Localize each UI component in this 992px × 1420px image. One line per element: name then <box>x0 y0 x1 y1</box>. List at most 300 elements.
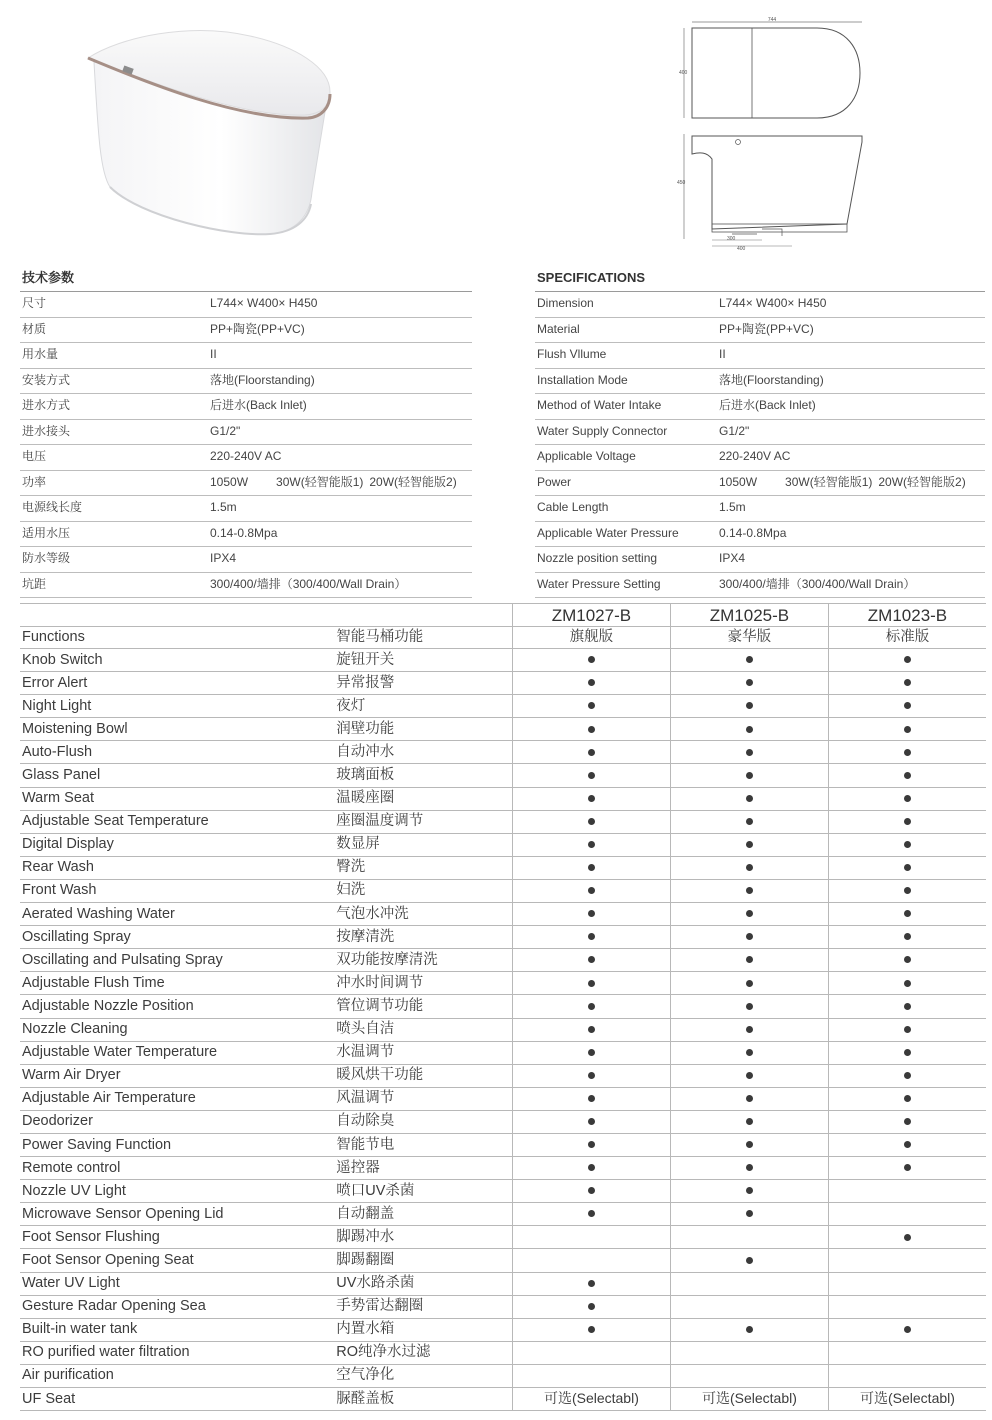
included-dot-icon <box>904 1234 911 1241</box>
included-dot-icon <box>588 933 595 940</box>
spec-value: 后进水(Back Inlet) <box>719 398 816 412</box>
feature-name-cn: 遥控器 <box>301 1157 512 1180</box>
spec-value: 300/400/墙排（300/400/Wall Drain） <box>210 576 407 591</box>
included-dot-icon <box>746 726 753 733</box>
included-dot-icon <box>588 1210 595 1217</box>
spec-value: 0.14-0.8Mpa <box>719 525 787 540</box>
feature-availability-3 <box>828 1203 986 1226</box>
feature-name-en: Adjustable Air Temperature <box>20 1087 301 1110</box>
feature-availability-2 <box>670 1272 828 1295</box>
spec-key: Power <box>537 474 572 489</box>
feature-name-cn: 异常报警 <box>301 672 512 695</box>
feature-name-en: Nozzle Cleaning <box>20 1018 301 1041</box>
feature-availability-3 <box>828 879 986 902</box>
included-dot-icon <box>588 702 595 709</box>
included-dot-icon <box>746 1187 753 1194</box>
feature-availability-3 <box>828 1133 986 1156</box>
feature-availability-3 <box>828 1157 986 1180</box>
feature-row <box>20 903 986 926</box>
included-dot-icon <box>746 956 753 963</box>
optional-label: 可选(Selectabl) <box>860 1390 955 1407</box>
included-dot-icon <box>588 818 595 825</box>
included-dot-icon <box>588 1164 595 1171</box>
included-dot-icon <box>904 910 911 917</box>
spec-value: 220-240V AC <box>210 449 282 463</box>
feature-name-cn: 自动翻盖 <box>301 1203 512 1226</box>
feature-availability-1 <box>512 1341 670 1364</box>
feature-availability-2 <box>670 1341 828 1364</box>
feature-row <box>20 926 986 949</box>
feature-availability-2 <box>670 672 828 695</box>
spec-value: II <box>719 347 726 361</box>
feature-row <box>20 1226 986 1249</box>
included-dot-icon <box>904 933 911 940</box>
included-dot-icon <box>746 702 753 709</box>
included-dot-icon <box>904 887 911 894</box>
spec-value: II <box>210 347 217 361</box>
feature-availability-3 <box>828 1064 986 1087</box>
feature-name-en: Oscillating and Pulsating Spray <box>20 949 301 972</box>
feature-availability-3 <box>828 856 986 879</box>
feature-availability-3 <box>828 903 986 926</box>
power-extra-2: 20W(轻智能版2) <box>369 474 457 489</box>
dim-height-label: 450 <box>677 180 686 186</box>
feature-row <box>20 649 986 672</box>
spec-value: IPX4 <box>210 551 237 565</box>
technical-drawings <box>672 14 872 254</box>
included-dot-icon <box>746 1210 753 1217</box>
included-dot-icon <box>904 1095 911 1102</box>
feature-name-cn: 风温调节 <box>301 1087 512 1110</box>
feature-name-cn: 双功能按摩清洗 <box>301 949 512 972</box>
feature-name-en: Adjustable Flush Time <box>20 972 301 995</box>
feature-availability-1 <box>512 810 670 833</box>
feature-name-en: Microwave Sensor Opening Lid <box>20 1203 301 1226</box>
spec-key: 坑距 <box>22 576 47 591</box>
spec-value: 后进水(Back Inlet) <box>210 398 307 412</box>
feature-availability-3 <box>828 1226 986 1249</box>
feature-availability-2 <box>670 1064 828 1087</box>
spec-key: 适用水压 <box>22 525 71 540</box>
functions-header: Functions <box>20 627 301 649</box>
spec-value: 1.5m <box>719 500 746 514</box>
feature-name-cn: 润壁功能 <box>301 718 512 741</box>
feature-availability-3 <box>828 949 986 972</box>
included-dot-icon <box>588 1187 595 1194</box>
edition-name: 标准版 <box>828 627 986 649</box>
included-dot-icon <box>746 841 753 848</box>
feature-availability-3 <box>828 672 986 695</box>
edition-name: 旗舰版 <box>512 627 670 649</box>
feature-availability-2 <box>670 1180 828 1203</box>
feature-name-cn: 玻璃面板 <box>301 764 512 787</box>
feature-name-en: Adjustable Water Temperature <box>20 1041 301 1064</box>
dim-length-label: 744 <box>767 17 777 23</box>
spec-value: L744× W400× H450 <box>210 296 318 310</box>
feature-name-cn: 管位调节功能 <box>301 995 512 1018</box>
feature-availability-2 <box>670 1203 828 1226</box>
feature-availability-2 <box>670 1318 828 1341</box>
en-spec-title: SPECIFICATIONS <box>535 268 985 292</box>
feature-name-en: Warm Air Dryer <box>20 1064 301 1087</box>
power-main: 1050W <box>719 474 758 489</box>
feature-availability-1 <box>512 1157 670 1180</box>
included-dot-icon <box>588 772 595 779</box>
optional-label: 可选(Selectabl) <box>701 1390 797 1407</box>
feature-availability-2 <box>670 1249 828 1272</box>
feature-name-cn: 夜灯 <box>301 695 512 718</box>
feature-name-en: Oscillating Spray <box>20 926 301 949</box>
feature-availability-1 <box>512 672 670 695</box>
dim-a-label: 300 <box>727 236 736 242</box>
feature-name-cn: 手势雷达翻圈 <box>301 1295 512 1318</box>
spec-row <box>535 445 985 471</box>
feature-availability-2 <box>670 1226 828 1249</box>
feature-row <box>20 1203 986 1226</box>
feature-availability-2 <box>670 995 828 1018</box>
spec-key: Installation Mode <box>537 372 628 387</box>
feature-availability-1 <box>512 695 670 718</box>
feature-name-cn: 智能节电 <box>301 1133 512 1156</box>
feature-availability-3 <box>828 1087 986 1110</box>
feature-name-cn: 座圈温度调节 <box>301 810 512 833</box>
feature-availability-3 <box>828 926 986 949</box>
feature-name-en: Digital Display <box>20 833 301 856</box>
feature-name-en: Adjustable Seat Temperature <box>20 810 301 833</box>
feature-row <box>20 672 986 695</box>
spec-value <box>210 471 472 496</box>
dim-b-label: 400 <box>737 246 746 252</box>
spec-row <box>20 369 472 395</box>
spec-value: IPX4 <box>719 551 746 565</box>
spec-key: Flush Vllume <box>537 347 607 361</box>
feature-availability-1 <box>512 879 670 902</box>
included-dot-icon <box>588 980 595 987</box>
included-dot-icon <box>588 726 595 733</box>
spec-key: 防水等级 <box>22 551 71 565</box>
spec-key: Applicable Voltage <box>537 449 636 463</box>
included-dot-icon <box>904 980 911 987</box>
included-dot-icon <box>588 1118 595 1125</box>
feature-row <box>20 764 986 787</box>
included-dot-icon <box>904 1049 911 1056</box>
feature-name-en: Foot Sensor Opening Seat <box>20 1249 301 1272</box>
spec-key: 安装方式 <box>22 372 71 387</box>
spec-row <box>20 471 472 497</box>
feature-name-en: Built-in water tank <box>20 1318 301 1341</box>
included-dot-icon <box>746 1095 753 1102</box>
feature-row <box>20 856 986 879</box>
feature-row <box>20 810 986 833</box>
spec-value: 1.5m <box>210 500 237 514</box>
spec-value: 落地(Floorstanding) <box>210 372 315 387</box>
spec-key: 进水接头 <box>22 423 71 438</box>
included-dot-icon <box>588 1049 595 1056</box>
included-dot-icon <box>746 749 753 756</box>
spec-row <box>535 369 985 395</box>
feature-availability-1 <box>512 1318 670 1341</box>
included-dot-icon <box>746 795 753 802</box>
feature-row <box>20 718 986 741</box>
feature-availability-3 <box>828 718 986 741</box>
header-empty <box>20 604 301 627</box>
included-dot-icon <box>588 1326 595 1333</box>
included-dot-icon <box>904 1326 911 1333</box>
dim-width-label: 400 <box>679 70 688 76</box>
feature-matrix <box>20 603 986 1411</box>
feature-row <box>20 1180 986 1203</box>
spec-key: Dimension <box>537 296 594 310</box>
included-dot-icon <box>588 956 595 963</box>
included-dot-icon <box>746 910 753 917</box>
feature-name-cn: 臀洗 <box>301 856 512 879</box>
feature-name-en: Air purification <box>20 1364 301 1387</box>
included-dot-icon <box>588 795 595 802</box>
feature-availability-2 <box>670 1295 828 1318</box>
spec-row <box>535 292 985 318</box>
spec-key: Material <box>537 321 580 336</box>
spec-value: L744× W400× H450 <box>719 296 827 310</box>
feature-availability-2 <box>670 741 828 764</box>
spec-key: 电压 <box>22 449 47 463</box>
feature-availability-2 <box>670 649 828 672</box>
feature-availability-2 <box>670 1133 828 1156</box>
feature-name-cn: 自动除臭 <box>301 1110 512 1133</box>
feature-availability-1 <box>512 1295 670 1318</box>
feature-name-en: Moistening Bowl <box>20 718 301 741</box>
included-dot-icon <box>588 1026 595 1033</box>
feature-availability-2 <box>670 949 828 972</box>
feature-availability-2 <box>670 1041 828 1064</box>
spec-key: Cable Length <box>537 500 609 514</box>
included-dot-icon <box>746 1072 753 1079</box>
feature-name-en: Night Light <box>20 695 301 718</box>
feature-availability-1 <box>512 1180 670 1203</box>
included-dot-icon <box>746 1257 753 1264</box>
feature-name-cn: 旋钮开关 <box>301 649 512 672</box>
header-empty <box>301 604 512 627</box>
feature-availability-3 <box>828 1110 986 1133</box>
edition-name: 豪华版 <box>670 627 828 649</box>
spec-value <box>719 471 985 496</box>
feature-row <box>20 833 986 856</box>
spec-value: 0.14-0.8Mpa <box>210 525 278 540</box>
product-photo <box>80 22 350 247</box>
included-dot-icon <box>904 1164 911 1171</box>
feature-availability-3 <box>828 1295 986 1318</box>
spec-row <box>535 547 985 573</box>
feature-availability-1 <box>512 1364 670 1387</box>
included-dot-icon <box>746 864 753 871</box>
feature-name-cn: 脲醛盖板 <box>301 1388 512 1411</box>
feature-row <box>20 995 986 1018</box>
included-dot-icon <box>588 1280 595 1287</box>
feature-availability-3 <box>828 1180 986 1203</box>
spec-value: PP+陶瓷(PP+VC) <box>210 321 305 336</box>
included-dot-icon <box>588 679 595 686</box>
feature-matrix-body <box>20 604 986 1411</box>
spec-value: G1/2" <box>719 423 750 438</box>
cn-spec-table <box>20 268 472 598</box>
feature-name-en: Aerated Washing Water <box>20 903 301 926</box>
spec-value: G1/2" <box>210 423 241 438</box>
spec-row <box>20 547 472 573</box>
feature-availability-3 <box>828 787 986 810</box>
feature-availability-3 <box>828 741 986 764</box>
feature-name-en: Foot Sensor Flushing <box>20 1226 301 1249</box>
feature-row <box>20 1018 986 1041</box>
feature-name-cn: 喷头自洁 <box>301 1018 512 1041</box>
feature-availability-2 <box>670 1110 828 1133</box>
feature-name-en: Error Alert <box>20 672 301 695</box>
included-dot-icon <box>746 1164 753 1171</box>
included-dot-icon <box>904 772 911 779</box>
model-name: ZM1025-B <box>670 604 828 627</box>
feature-availability-3 <box>828 810 986 833</box>
feature-availability-3 <box>828 995 986 1018</box>
feature-availability-3 <box>828 1364 986 1387</box>
feature-availability-1 <box>512 1133 670 1156</box>
spec-row <box>20 496 472 522</box>
included-dot-icon <box>746 1118 753 1125</box>
included-dot-icon <box>746 1003 753 1010</box>
feature-row <box>20 1272 986 1295</box>
feature-name-en: Front Wash <box>20 879 301 902</box>
spec-row <box>535 573 985 599</box>
feature-row <box>20 1041 986 1064</box>
feature-availability-3 <box>828 1388 986 1411</box>
included-dot-icon <box>588 1095 595 1102</box>
matrix-model-header <box>20 604 986 627</box>
feature-availability-2 <box>670 879 828 902</box>
power-extra-2: 20W(轻智能版2) <box>878 474 966 489</box>
feature-availability-2 <box>670 1018 828 1041</box>
spec-row <box>20 522 472 548</box>
spec-row <box>535 343 985 369</box>
feature-name-cn: 冲水时间调节 <box>301 972 512 995</box>
feature-name-en: Warm Seat <box>20 787 301 810</box>
feature-row <box>20 1249 986 1272</box>
optional-label: 可选(Selectabl) <box>543 1390 639 1407</box>
spec-row <box>20 445 472 471</box>
feature-name-cn: UV水路杀菌 <box>301 1272 512 1295</box>
feature-name-cn: 数显屏 <box>301 833 512 856</box>
spec-row <box>535 318 985 344</box>
included-dot-icon <box>904 726 911 733</box>
spec-row <box>535 522 985 548</box>
spec-row <box>535 496 985 522</box>
included-dot-icon <box>588 887 595 894</box>
feature-row <box>20 1157 986 1180</box>
included-dot-icon <box>588 1303 595 1310</box>
feature-row <box>20 949 986 972</box>
feature-name-en: UF Seat <box>20 1388 301 1411</box>
feature-availability-1 <box>512 856 670 879</box>
feature-name-en: Water UV Light <box>20 1272 301 1295</box>
feature-availability-3 <box>828 1318 986 1341</box>
feature-name-cn: 内置水箱 <box>301 1318 512 1341</box>
feature-availability-2 <box>670 1087 828 1110</box>
feature-row <box>20 1087 986 1110</box>
feature-name-en: Adjustable Nozzle Position <box>20 995 301 1018</box>
spec-key: 电源线长度 <box>22 500 83 514</box>
power-main: 1050W <box>210 474 249 489</box>
feature-name-cn: 气泡水冲洗 <box>301 903 512 926</box>
feature-availability-3 <box>828 764 986 787</box>
feature-availability-2 <box>670 787 828 810</box>
feature-availability-1 <box>512 833 670 856</box>
feature-availability-3 <box>828 1041 986 1064</box>
included-dot-icon <box>746 656 753 663</box>
feature-availability-2 <box>670 903 828 926</box>
feature-row <box>20 1318 986 1341</box>
feature-availability-1 <box>512 1272 670 1295</box>
feature-availability-1 <box>512 787 670 810</box>
spec-row <box>20 343 472 369</box>
feature-availability-1 <box>512 926 670 949</box>
feature-availability-2 <box>670 856 828 879</box>
feature-name-en: Rear Wash <box>20 856 301 879</box>
feature-name-en: Glass Panel <box>20 764 301 787</box>
cn-spec-title: 技术参数 <box>20 268 472 292</box>
spec-key: 功率 <box>22 474 47 489</box>
feature-name-cn: 水温调节 <box>301 1041 512 1064</box>
feature-availability-3 <box>828 1018 986 1041</box>
included-dot-icon <box>904 795 911 802</box>
feature-availability-2 <box>670 718 828 741</box>
feature-name-cn: RO纯净水过滤 <box>301 1341 512 1364</box>
feature-row <box>20 787 986 810</box>
included-dot-icon <box>588 1141 595 1148</box>
feature-name-en: Knob Switch <box>20 649 301 672</box>
spec-key: 材质 <box>22 321 47 336</box>
spec-key: Water Pressure Setting <box>537 576 661 591</box>
power-extra-1: 30W(轻智能版1) <box>276 474 364 489</box>
included-dot-icon <box>904 1003 911 1010</box>
included-dot-icon <box>588 841 595 848</box>
included-dot-icon <box>904 679 911 686</box>
included-dot-icon <box>588 656 595 663</box>
feature-row <box>20 695 986 718</box>
feature-availability-1 <box>512 903 670 926</box>
included-dot-icon <box>746 818 753 825</box>
feature-availability-1 <box>512 1110 670 1133</box>
spec-key: 尺寸 <box>22 296 47 310</box>
feature-availability-3 <box>828 833 986 856</box>
feature-name-en: Gesture Radar Opening Sea <box>20 1295 301 1318</box>
feature-availability-1 <box>512 1203 670 1226</box>
included-dot-icon <box>904 1141 911 1148</box>
spec-row <box>20 420 472 446</box>
included-dot-icon <box>746 887 753 894</box>
included-dot-icon <box>904 656 911 663</box>
spec-row <box>20 394 472 420</box>
spec-value: PP+陶瓷(PP+VC) <box>719 321 814 336</box>
included-dot-icon <box>746 980 753 987</box>
spec-value: 300/400/墙排（300/400/Wall Drain） <box>719 576 916 591</box>
included-dot-icon <box>904 702 911 709</box>
included-dot-icon <box>746 1326 753 1333</box>
feature-row <box>20 1341 986 1364</box>
spec-key: 用水量 <box>22 347 59 361</box>
feature-availability-3 <box>828 1341 986 1364</box>
functions-header-cn: 智能马桶功能 <box>301 627 512 649</box>
feature-availability-1 <box>512 764 670 787</box>
feature-name-en: RO purified water filtration <box>20 1341 301 1364</box>
spec-value: 220-240V AC <box>719 449 791 463</box>
feature-availability-1 <box>512 1064 670 1087</box>
feature-availability-2 <box>670 1157 828 1180</box>
